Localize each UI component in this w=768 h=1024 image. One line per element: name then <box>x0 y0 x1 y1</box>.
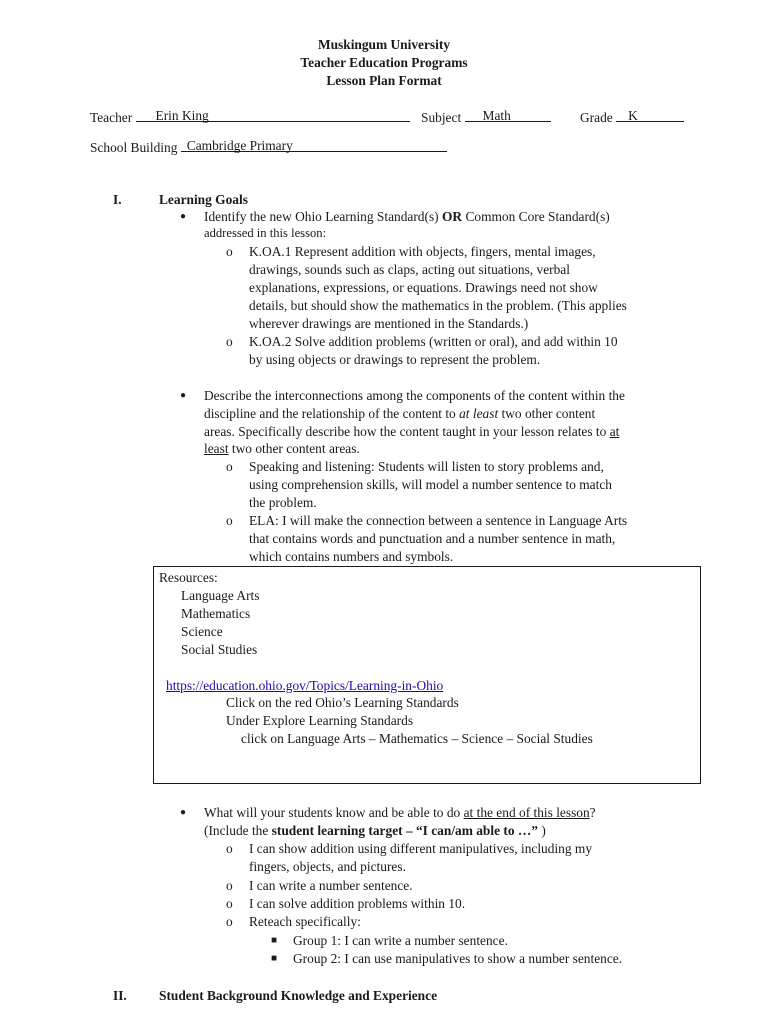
teacher-line <box>90 107 410 127</box>
learning-target-bold: student learning target – “I can/am able to …” <box>271 823 538 838</box>
circle-bullet-icon: o <box>226 914 233 929</box>
circle-bullet-icon: o <box>226 334 233 349</box>
grade-label: Grade <box>580 110 613 125</box>
target-4: Reteach specifically: <box>249 914 361 929</box>
resources-title: Resources: <box>159 570 218 585</box>
standards-prompt-text-2: Common Core Standard(s) <box>462 209 610 224</box>
connection-ela-line2: that contains words and punctuation and a number sentence in math, <box>249 531 616 546</box>
resource-step-2: Under Explore Learning Standards <box>226 713 414 728</box>
connection-ela-line1: ELA: I will make the connection between a sentence in Language Arts <box>249 513 628 528</box>
school-line <box>90 137 447 157</box>
standard-koa1-line3: explanations, expressions, or equations. Drawings need not show <box>249 280 598 295</box>
resource-item: Mathematics <box>181 606 251 621</box>
learning-target-qmark: ? <box>589 805 596 820</box>
target-3: I can solve addition problems within 10. <box>249 896 466 911</box>
learning-target-text: What will your students know and be able to do <box>204 805 464 820</box>
standard-koa2-line2: by using objects or drawings to represent the problem. <box>249 352 541 367</box>
target-2: I can write a number sentence. <box>249 878 413 893</box>
teacher-field <box>136 107 410 122</box>
university-title: Muskingum University <box>317 37 451 52</box>
section-1-numeral: I. <box>113 192 122 207</box>
learning-target-prompt-line2 <box>204 822 546 840</box>
interconnections-emphasis: at least <box>459 406 499 421</box>
standard-koa1-line2: drawings, sounds such as claps, acting out situations, verbal <box>249 262 570 277</box>
reteach-group-2: Group 2: I can use manipulatives to show a number sentence. <box>293 951 623 966</box>
reteach-group-1: Group 1: I can write a number sentence. <box>293 933 508 948</box>
target-1-line2: fingers, objects, and pictures. <box>249 859 406 874</box>
resource-step-1: Click on the red Ohio’s Learning Standards <box>226 695 459 710</box>
bullet-icon: ● <box>180 390 187 401</box>
standards-prompt <box>204 208 610 226</box>
subject-line <box>421 107 551 127</box>
connection-speaking-line2: using comprehension skills, will model a number sentence to match <box>249 477 612 492</box>
grade-value: K <box>628 108 638 123</box>
standard-koa1-line4: details, but should show the mathematics in the problem. (This applies <box>249 298 627 313</box>
interconnections-underline-2: least <box>204 441 229 456</box>
resource-item: Science <box>181 624 223 639</box>
resource-item: Social Studies <box>181 642 258 657</box>
connection-speaking-line1: Speaking and listening: Students will listen to story problems and, <box>249 459 604 474</box>
program-title: Teacher Education Programs <box>300 55 468 70</box>
circle-bullet-icon: o <box>226 244 233 259</box>
teacher-value: Erin King <box>155 108 209 123</box>
ohio-learning-link[interactable]: https://education.ohio.gov/Topics/Learning-in-Ohio <box>166 678 444 693</box>
square-bullet-icon: ■ <box>271 935 278 946</box>
standards-prompt-line2: addressed in this lesson: <box>204 226 327 240</box>
subject-value: Math <box>482 108 511 123</box>
standards-prompt-text: Identify the new Ohio Learning Standard(s) <box>204 209 442 224</box>
standard-koa2-line1: K.OA.2 Solve addition problems (written or oral), and add within 10 <box>249 334 618 349</box>
school-field <box>181 137 447 152</box>
circle-bullet-icon: o <box>226 878 233 893</box>
circle-bullet-icon: o <box>226 513 233 528</box>
subject-field <box>465 107 551 122</box>
section-1-title: Learning Goals <box>159 192 248 207</box>
interconnections-line1: Describe the interconnections among the components of the content within the <box>204 388 625 403</box>
circle-bullet-icon: o <box>226 459 233 474</box>
teacher-label: Teacher <box>90 110 133 125</box>
target-1-line1: I can show addition using different manipulatives, including my <box>249 841 593 856</box>
resource-step-3: click on Language Arts – Mathematics – Science – Social Studies <box>241 731 593 746</box>
standard-koa1-line5: wherever drawings are mentioned in the Standards.) <box>249 316 529 331</box>
connection-speaking-line3: the problem. <box>249 495 317 510</box>
standards-prompt-or: OR <box>442 209 463 224</box>
interconnections-text-4: two other content areas. <box>228 441 360 456</box>
interconnections-underline: at <box>609 424 620 439</box>
school-value: Cambridge Primary <box>186 138 293 153</box>
subject-label: Subject <box>421 110 462 125</box>
learning-target-underline: at the end of this lesson <box>463 805 590 820</box>
interconnections-text-3: areas. Specifically describe how the content taught in your lesson relates to <box>204 424 610 439</box>
learning-target-text-2: (Include the <box>204 823 272 838</box>
school-label: School Building <box>90 140 178 155</box>
bullet-icon: ● <box>180 807 187 818</box>
interconnections-line2 <box>204 405 595 423</box>
learning-target-text-3: ) <box>537 823 546 838</box>
section-2-numeral: II. <box>113 988 127 1003</box>
document-title: Lesson Plan Format <box>326 73 442 88</box>
square-bullet-icon: ■ <box>271 953 278 964</box>
standard-koa1-line1: K.OA.1 Represent addition with objects, fingers, mental images, <box>249 244 596 259</box>
grade-line <box>580 107 684 127</box>
bullet-icon: ● <box>180 211 187 222</box>
interconnections-line3 <box>204 423 619 441</box>
interconnections-text: discipline and the relationship of the content to <box>204 406 460 421</box>
interconnections-text-2: two other content <box>498 406 596 421</box>
resource-item: Language Arts <box>181 588 260 603</box>
learning-target-prompt <box>204 804 596 822</box>
section-2-title: Student Background Knowledge and Experience <box>159 988 438 1003</box>
interconnections-line4 <box>204 440 360 458</box>
circle-bullet-icon: o <box>226 841 233 856</box>
grade-field <box>616 107 684 122</box>
circle-bullet-icon: o <box>226 896 233 911</box>
connection-ela-line3: which contains numbers and symbols. <box>249 549 454 564</box>
